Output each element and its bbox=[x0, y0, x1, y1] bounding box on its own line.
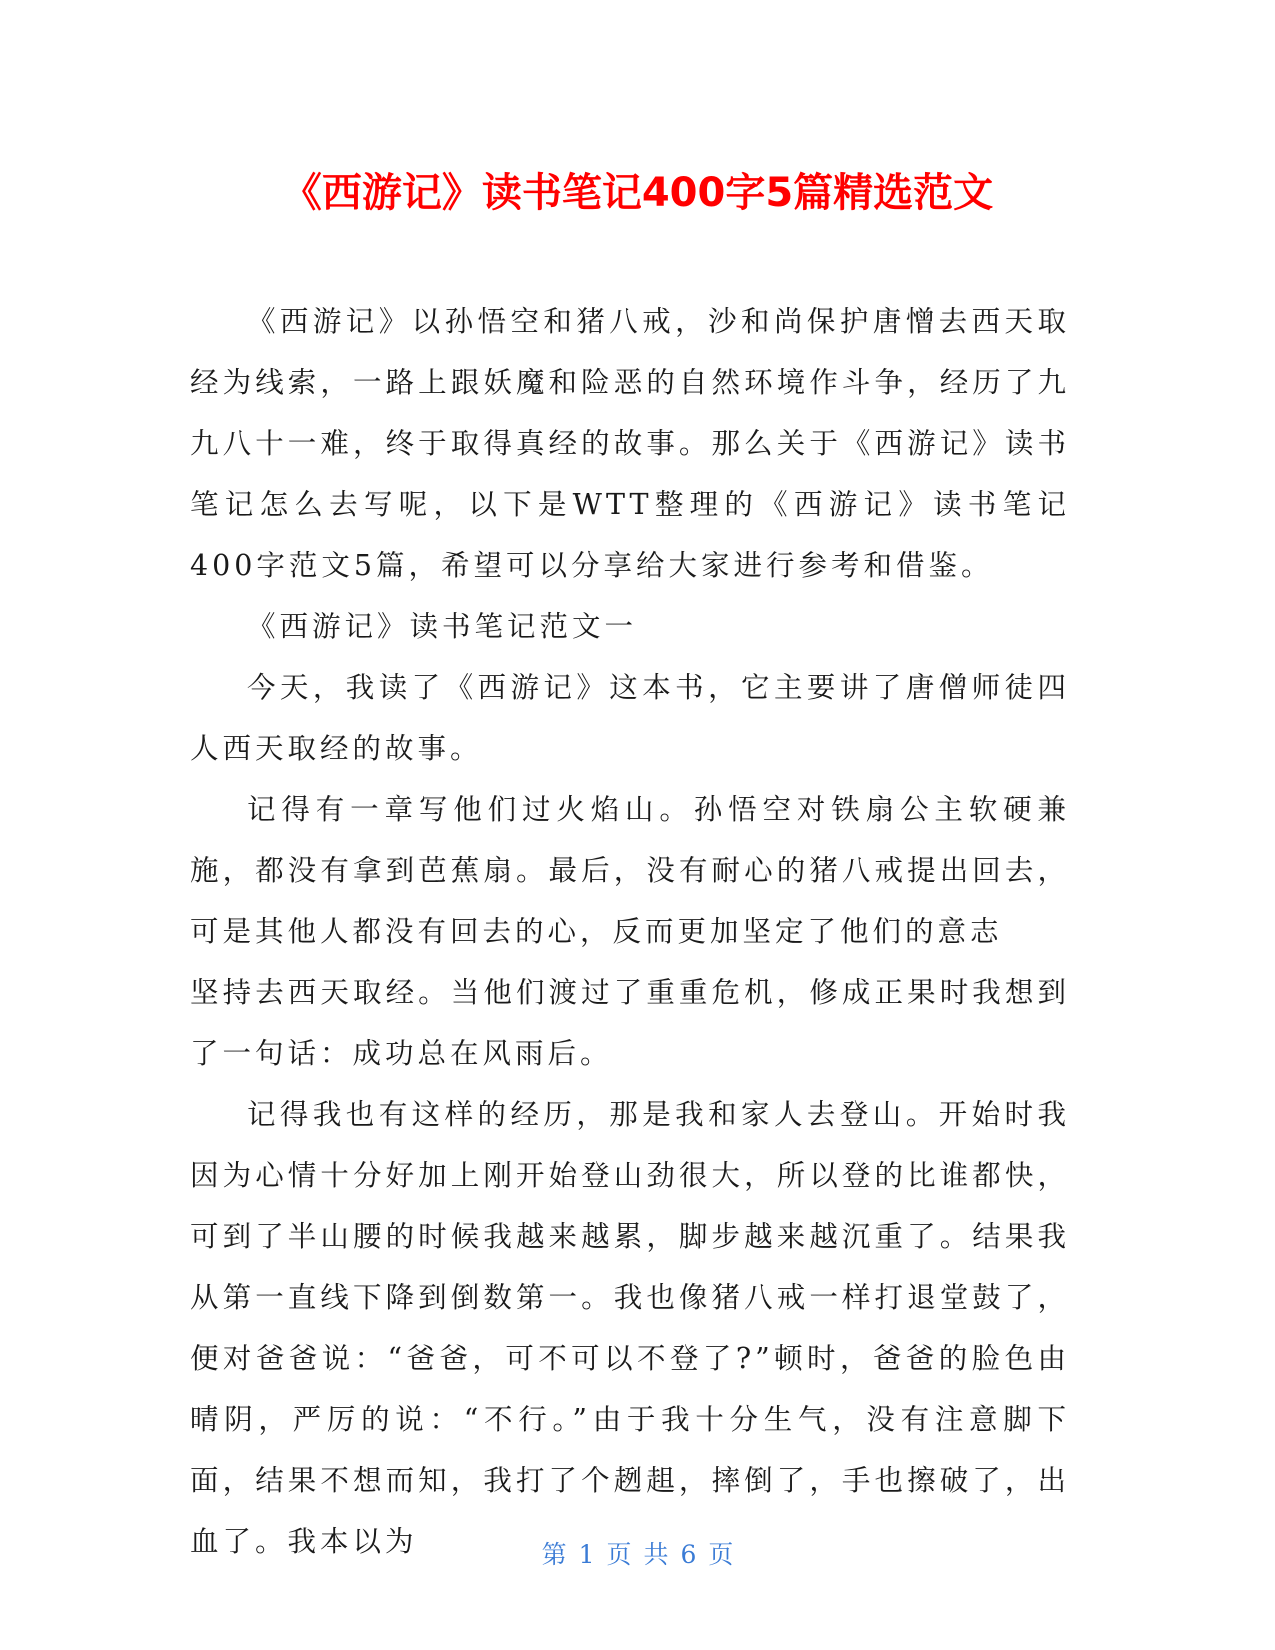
page-label: 第 bbox=[541, 1540, 567, 1569]
page-unit: 页 bbox=[606, 1540, 632, 1569]
total-unit: 页 bbox=[708, 1540, 734, 1569]
paragraph: 今天，我读了《西游记》这本书，它主要讲了唐僧师徒四人西天取经的故事。 bbox=[190, 671, 1070, 765]
document-title: 《西游记》读书笔记400字5篇精选范文 bbox=[281, 170, 994, 216]
paragraph: 记得有一章写他们过火焰山。孙悟空对铁扇公主软硬兼施，都没有拿到芭蕉扇。最后，没有耐心的猪八戒提出回去，可是其他人都没有回去的心，反而更加坚定了他们的意志 bbox=[190, 793, 1070, 948]
section-heading: 《西游记》读书笔记范文一 bbox=[247, 610, 638, 643]
page-number: 1 bbox=[578, 1540, 595, 1569]
paragraph-intro: 《西游记》以孙悟空和猪八戒，沙和尚保护唐憎去西天取经为线索，一路上跟妖魔和险恶的自然环境作斗争，经历了九九八十一难，终于取得真经的故事。那么关于《西游记》读书笔记怎么去写呢，以下是WTT整理的《西游记》读书笔记400字范文5篇，希望可以分享给大家进行参考和借鉴。 bbox=[190, 305, 1070, 582]
total-pages: 6 bbox=[680, 1540, 697, 1569]
page-footer bbox=[0, 1535, 1275, 1571]
paragraph: 记得我也有这样的经历，那是我和家人去登山。开始时我因为心情十分好加上刚开始登山劲很大，所以登的比谁都快，可到了半山腰的时候我越来越累，脚步越来越沉重了。结果我从第一直线下降到倒数第一。我也像猪八戒一样打退堂鼓了，便对爸爸说：“爸爸，可不可以不登了?”顿时，爸爸的脸色由晴阴，严厉的说：“不行。”由于我十分生气，没有注意脚下面，结果不想而知，我打了个趔趄，摔倒了，手也擦破了，出血了。我本以为 bbox=[190, 1098, 1070, 1558]
paragraph-continued: 坚持去西天取经。当他们渡过了重重危机，修成正果时我想到了一句话：成功总在风雨后。 bbox=[190, 976, 1070, 1070]
document-body bbox=[190, 291, 1070, 1572]
total-label: 共 bbox=[643, 1540, 669, 1569]
